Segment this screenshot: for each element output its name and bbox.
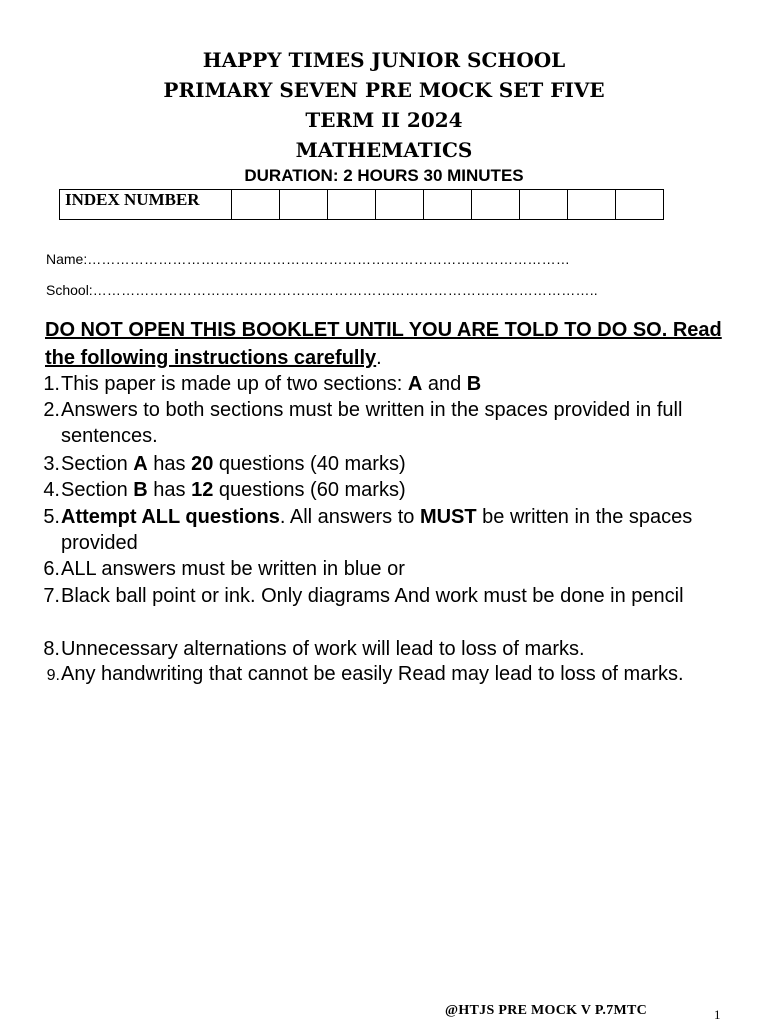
instruction-number: 7. [43, 585, 60, 607]
instruction-number: 3. [43, 453, 60, 475]
index-box-9[interactable] [616, 190, 664, 220]
index-box-6[interactable] [472, 190, 520, 220]
school-label: School: [46, 282, 93, 298]
exam-title: PRIMARY SEVEN PRE MOCK SET FIVE [163, 78, 605, 102]
page-number: 1 [714, 1007, 721, 1022]
subject-title: MATHEMATICS [295, 138, 473, 162]
instruction-text: Section A has 20 questions (40 marks) [61, 453, 406, 475]
index-box-8[interactable] [568, 190, 616, 220]
index-box-2[interactable] [280, 190, 328, 220]
index-number-table [59, 189, 664, 220]
instruction-number: 6. [43, 558, 60, 580]
index-box-4[interactable] [376, 190, 424, 220]
instruction-number: 9. [46, 667, 60, 684]
footer-code: @HTJS PRE MOCK V P.7MTC [445, 1003, 648, 1018]
notice-end: . [376, 347, 382, 369]
school-dots: …………………………………………………………………………………………….. [92, 282, 598, 298]
instruction-1 [32, 371, 732, 397]
instruction-4 [32, 477, 732, 503]
term-title: TERM II 2024 [305, 108, 463, 132]
instruction-text: Attempt ALL questions. All answers to MUST be written in the spaces provided [61, 506, 693, 554]
instruction-text: Answers to both sections must be written in the spaces provided in full sentences. [61, 399, 683, 447]
instruction-number: 5. [43, 506, 60, 528]
name-field[interactable] [46, 251, 570, 267]
instruction-text: This paper is made up of two sections: A and B [61, 373, 482, 395]
instruction-number: 2. [43, 399, 60, 421]
index-box-7[interactable] [520, 190, 568, 220]
instruction-7 [32, 583, 732, 609]
name-label: Name: [46, 251, 88, 267]
instruction-3 [32, 451, 732, 477]
instruction-number: 1. [43, 373, 60, 395]
instruction-text: Any handwriting that cannot be easily Read may lead to loss of marks. [61, 663, 684, 685]
instruction-5 [32, 504, 732, 554]
instruction-text: Black ball point or ink. Only diagrams And work must be done in pencil [61, 585, 684, 607]
instruction-9 [32, 661, 732, 689]
instructions-notice [45, 316, 725, 372]
instruction-text: Section B has 12 questions (60 marks) [61, 479, 406, 501]
instruction-number: 4. [43, 479, 60, 501]
index-box-5[interactable] [424, 190, 472, 220]
duration: DURATION: 2 HOURS 30 MINUTES [244, 166, 524, 185]
instruction-number: 8. [43, 638, 60, 660]
school-title: HAPPY TIMES JUNIOR SCHOOL [202, 48, 566, 72]
index-number-label: INDEX NUMBER [60, 190, 232, 220]
index-box-1[interactable] [232, 190, 280, 220]
instruction-text: Unnecessary alternations of work will lead to loss of marks. [61, 638, 585, 660]
instruction-2 [32, 397, 732, 447]
instruction-6 [32, 556, 732, 582]
name-dots: ………………………………………………………………………………………… [87, 251, 571, 267]
instruction-text: ALL answers must be written in blue or [61, 558, 405, 580]
index-box-3[interactable] [328, 190, 376, 220]
notice-heading: DO NOT OPEN THIS BOOKLET UNTIL YOU ARE TOLD TO DO SO. Read the following instructions carefully [45, 319, 722, 369]
instruction-8 [32, 636, 732, 662]
school-field[interactable] [46, 282, 598, 298]
